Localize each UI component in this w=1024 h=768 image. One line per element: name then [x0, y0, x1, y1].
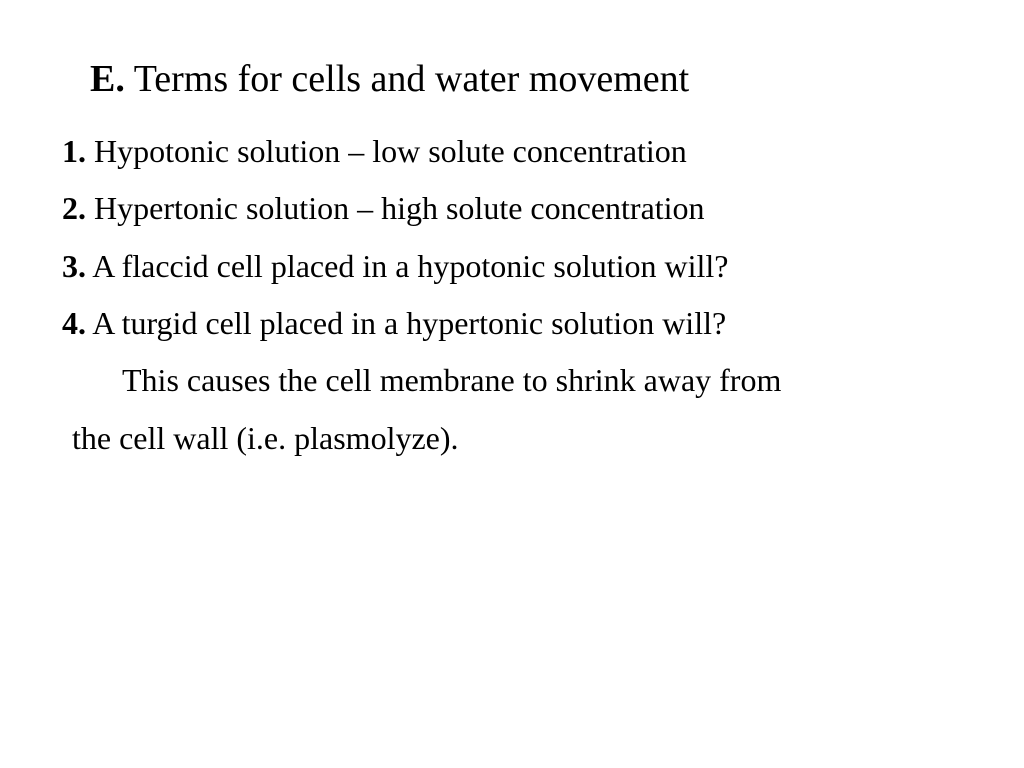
- item-text: A flaccid cell placed in a hypotonic solution will?: [92, 248, 729, 284]
- item-number: 4.: [62, 305, 86, 341]
- item-text: A turgid cell placed in a hypertonic solution will?: [92, 305, 727, 341]
- item-text: Hypertonic solution – high solute concentration: [94, 190, 705, 226]
- term-item-3: [62, 246, 729, 286]
- explanation-line-2: the cell wall (i.e. plasmolyze).: [72, 420, 459, 456]
- item-number: 3.: [62, 248, 86, 284]
- term-item-1: [62, 131, 687, 171]
- item-number: 2.: [62, 190, 86, 226]
- title-marker: E.: [90, 58, 125, 100]
- item-number: 1.: [62, 133, 86, 169]
- term-item-2: [62, 188, 705, 228]
- explanation-line-1: This causes the cell membrane to shrink away from: [122, 362, 782, 398]
- item-text: Hypotonic solution – low solute concentration: [94, 133, 687, 169]
- term-item-4: [62, 303, 726, 343]
- slide-title: [90, 56, 689, 102]
- title-text: Terms for cells and water movement: [133, 58, 690, 100]
